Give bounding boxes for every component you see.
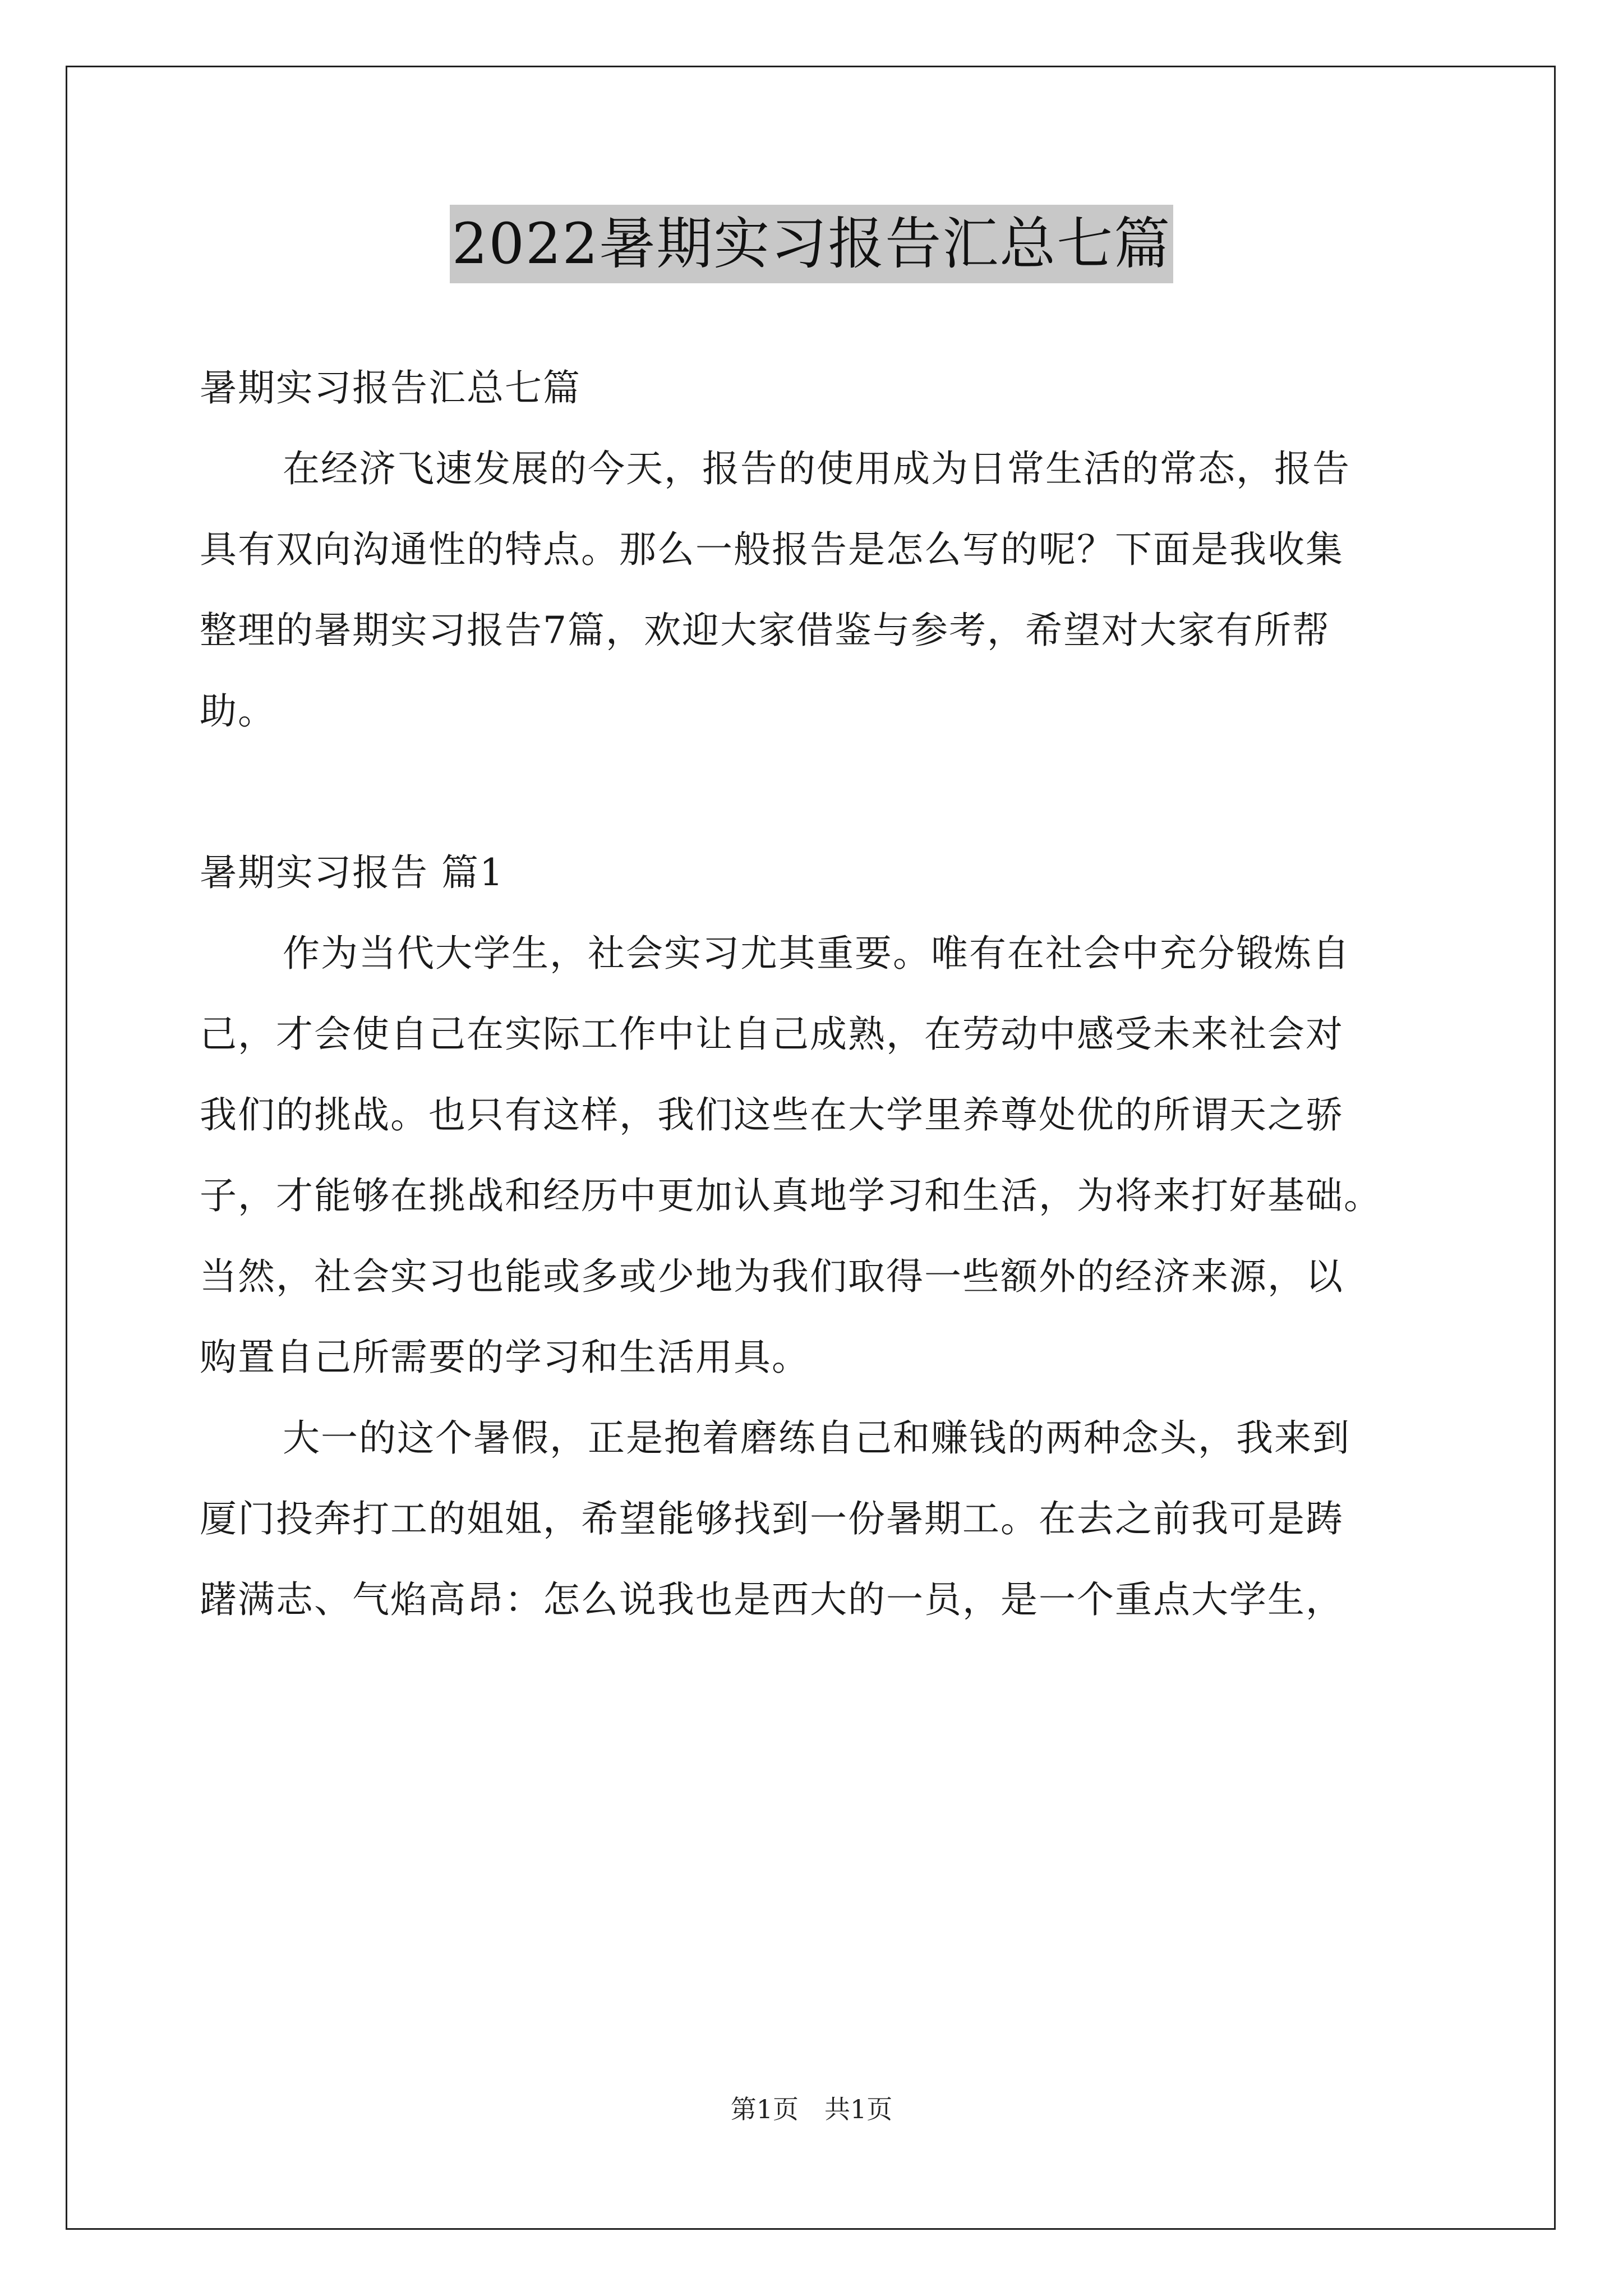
page-total: 共1页 xyxy=(824,2094,893,2124)
blank-line xyxy=(200,752,1433,832)
paragraph-2-line-3: 躇满志、气焰高昂：怎么说我也是西大的一员，是一个重点大学生， xyxy=(200,1578,1344,1621)
document-body xyxy=(200,348,1433,1640)
intro-line-2: 具有双向沟通性的特点。那么一般报告是怎么写的呢？下面是我收集 xyxy=(200,528,1344,571)
paragraph-1-line-1: 作为当代大学生，社会实习尤其重要。唯有在社会中充分锻炼自 xyxy=(283,932,1350,975)
paragraph-1-line-3: 我们的挑战。也只有这样，我们这些在大学里养尊处优的所谓天之骄 xyxy=(200,1093,1344,1137)
paragraph-1-line-5: 当然，社会实习也能或多或少地为我们取得一些额外的经济来源，以 xyxy=(200,1255,1344,1298)
document-subtitle: 暑期实习报告汇总七篇 xyxy=(200,366,581,409)
intro-line-4: 助。 xyxy=(200,689,276,733)
intro-line-3: 整理的暑期实习报告7篇，欢迎大家借鉴与参考，希望对大家有所帮 xyxy=(200,609,1330,652)
document-title: 2022暑期实习报告汇总七篇 xyxy=(450,205,1174,283)
section-heading: 暑期实习报告 篇1 xyxy=(200,851,504,894)
paragraph-2-line-2: 厦门投奔打工的姐姐，希望能够找到一份暑期工。在去之前我可是踌 xyxy=(200,1497,1344,1540)
page-number: 第1页 xyxy=(730,2094,799,2124)
intro-line-1: 在经济飞速发展的今天，报告的使用成为日常生活的常态，报告 xyxy=(283,447,1350,490)
paragraph-1-line-4: 子，才能够在挑战和经历中更加认真地学习和生活，为将来打好基础。 xyxy=(200,1174,1382,1217)
title-container xyxy=(0,205,1623,283)
paragraph-1-line-6: 购置自己所需要的学习和生活用具。 xyxy=(200,1336,810,1379)
paragraph-2-line-1: 大一的这个暑假，正是抱着磨练自己和赚钱的两种念头，我来到 xyxy=(283,1416,1350,1460)
paragraph-1-line-2: 己，才会使自己在实际工作中让自己成熟，在劳动中感受未来社会对 xyxy=(200,1013,1344,1056)
page-footer xyxy=(0,2092,1623,2126)
